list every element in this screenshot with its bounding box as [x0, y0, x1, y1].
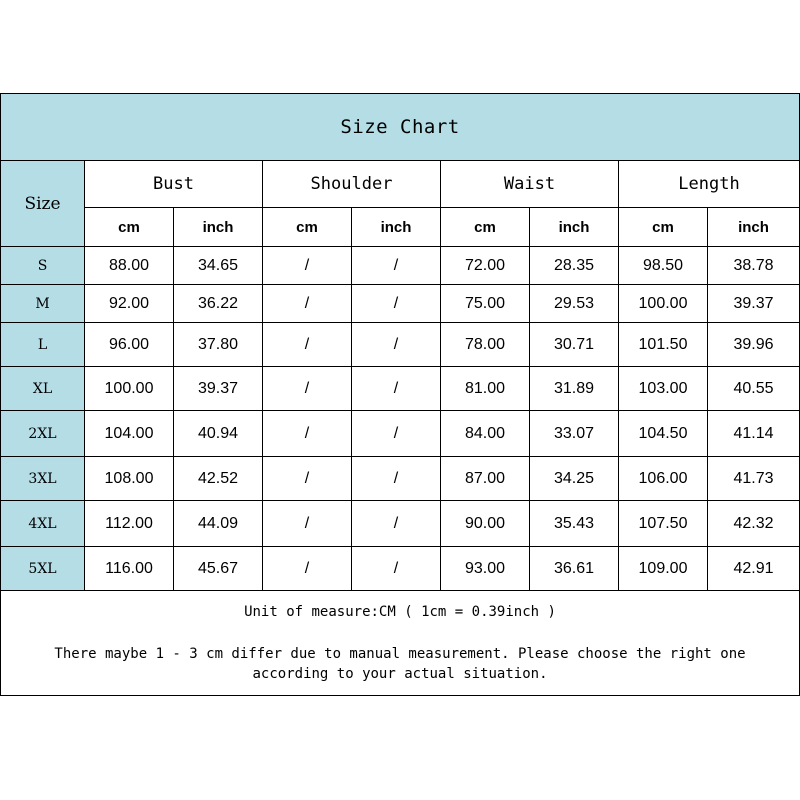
table-row: [1, 323, 800, 367]
table-row: [1, 367, 800, 411]
measurement-cell: 78.00: [441, 323, 530, 367]
measurement-cell: 34.65: [174, 247, 263, 285]
notes-cell: [1, 591, 800, 696]
measurement-cell: 37.80: [174, 323, 263, 367]
measurement-cell: /: [352, 323, 441, 367]
table-row: [1, 501, 800, 547]
measurement-cell: 116.00: [85, 547, 174, 591]
measurement-cell: 34.25: [530, 457, 619, 501]
unit-note: Unit of measure:CM ( 1cm = 0.39inch ): [244, 604, 556, 620]
size-label-cell: 5XL: [1, 547, 85, 591]
measurement-cell: 42.32: [708, 501, 800, 547]
measurement-cell: 42.91: [708, 547, 800, 591]
measurement-cell: 75.00: [441, 285, 530, 323]
measurement-cell: 36.61: [530, 547, 619, 591]
measurement-cell: /: [352, 457, 441, 501]
measurement-cell: 39.37: [174, 367, 263, 411]
measurement-cell: 103.00: [619, 367, 708, 411]
measurement-cell: 28.35: [530, 247, 619, 285]
measurement-cell: /: [263, 285, 352, 323]
size-chart-table: [0, 93, 800, 696]
unit-header-cm: cm: [441, 208, 530, 247]
unit-header-inch: inch: [708, 208, 800, 247]
unit-header-inch: inch: [530, 208, 619, 247]
measurement-cell: /: [263, 501, 352, 547]
size-label-cell: 3XL: [1, 457, 85, 501]
measurement-cell: /: [263, 367, 352, 411]
measurement-cell: 100.00: [85, 367, 174, 411]
measurement-cell: 40.55: [708, 367, 800, 411]
measurement-cell: /: [352, 367, 441, 411]
measurement-cell: /: [263, 457, 352, 501]
measurement-cell: 42.52: [174, 457, 263, 501]
group-header-length: Length: [619, 161, 800, 208]
measurement-cell: 30.71: [530, 323, 619, 367]
measurement-cell: 87.00: [441, 457, 530, 501]
measurement-cell: /: [352, 411, 441, 457]
size-label-cell: M: [1, 285, 85, 323]
unit-header-cm: cm: [85, 208, 174, 247]
size-label-cell: 2XL: [1, 411, 85, 457]
size-label-cell: 4XL: [1, 501, 85, 547]
measurement-cell: /: [263, 547, 352, 591]
table-row: [1, 547, 800, 591]
measurement-cell: /: [352, 247, 441, 285]
measurement-cell: 90.00: [441, 501, 530, 547]
unit-header-inch: inch: [352, 208, 441, 247]
measurement-cell: 31.89: [530, 367, 619, 411]
measurement-cell: 92.00: [85, 285, 174, 323]
unit-header-inch: inch: [174, 208, 263, 247]
measurement-cell: 109.00: [619, 547, 708, 591]
measurement-cell: 39.37: [708, 285, 800, 323]
group-header-bust: Bust: [85, 161, 263, 208]
measurement-cell: 41.14: [708, 411, 800, 457]
measurement-cell: 29.53: [530, 285, 619, 323]
measurement-cell: /: [263, 247, 352, 285]
measurement-cell: 108.00: [85, 457, 174, 501]
size-rows: [1, 247, 800, 591]
measurement-cell: 45.67: [174, 547, 263, 591]
measurement-cell: 41.73: [708, 457, 800, 501]
size-label-cell: L: [1, 323, 85, 367]
measurement-cell: 38.78: [708, 247, 800, 285]
measurement-cell: 88.00: [85, 247, 174, 285]
size-label-cell: XL: [1, 367, 85, 411]
measurement-cell: 84.00: [441, 411, 530, 457]
measurement-cell: /: [352, 285, 441, 323]
measurement-cell: 81.00: [441, 367, 530, 411]
group-header-waist: Waist: [441, 161, 619, 208]
measurement-cell: /: [352, 547, 441, 591]
measurement-cell: 40.94: [174, 411, 263, 457]
group-header-shoulder: Shoulder: [263, 161, 441, 208]
measurement-cell: 44.09: [174, 501, 263, 547]
measurement-cell: 106.00: [619, 457, 708, 501]
measurement-cell: 36.22: [174, 285, 263, 323]
unit-header-cm: cm: [619, 208, 708, 247]
chart-title: Size Chart: [1, 94, 800, 161]
table-row: [1, 285, 800, 323]
disclaimer-note: There maybe 1 - 3 cm differ due to manual measurement. Please choose the right one according to your actual situation.: [54, 646, 746, 682]
measurement-cell: 100.00: [619, 285, 708, 323]
measurement-cell: 39.96: [708, 323, 800, 367]
table-row: [1, 411, 800, 457]
measurement-cell: 98.50: [619, 247, 708, 285]
measurement-cell: 104.00: [85, 411, 174, 457]
measurement-cell: 35.43: [530, 501, 619, 547]
measurement-cell: /: [352, 501, 441, 547]
measurement-cell: 112.00: [85, 501, 174, 547]
table-row: [1, 457, 800, 501]
measurement-cell: /: [263, 411, 352, 457]
measurement-cell: 33.07: [530, 411, 619, 457]
size-column-header: Size: [1, 161, 85, 247]
measurement-cell: 93.00: [441, 547, 530, 591]
measurement-cell: 72.00: [441, 247, 530, 285]
measurement-cell: 107.50: [619, 501, 708, 547]
measurement-cell: /: [263, 323, 352, 367]
measurement-cell: 96.00: [85, 323, 174, 367]
unit-header-cm: cm: [263, 208, 352, 247]
measurement-cell: 104.50: [619, 411, 708, 457]
table-row: [1, 247, 800, 285]
measurement-cell: 101.50: [619, 323, 708, 367]
size-label-cell: S: [1, 247, 85, 285]
